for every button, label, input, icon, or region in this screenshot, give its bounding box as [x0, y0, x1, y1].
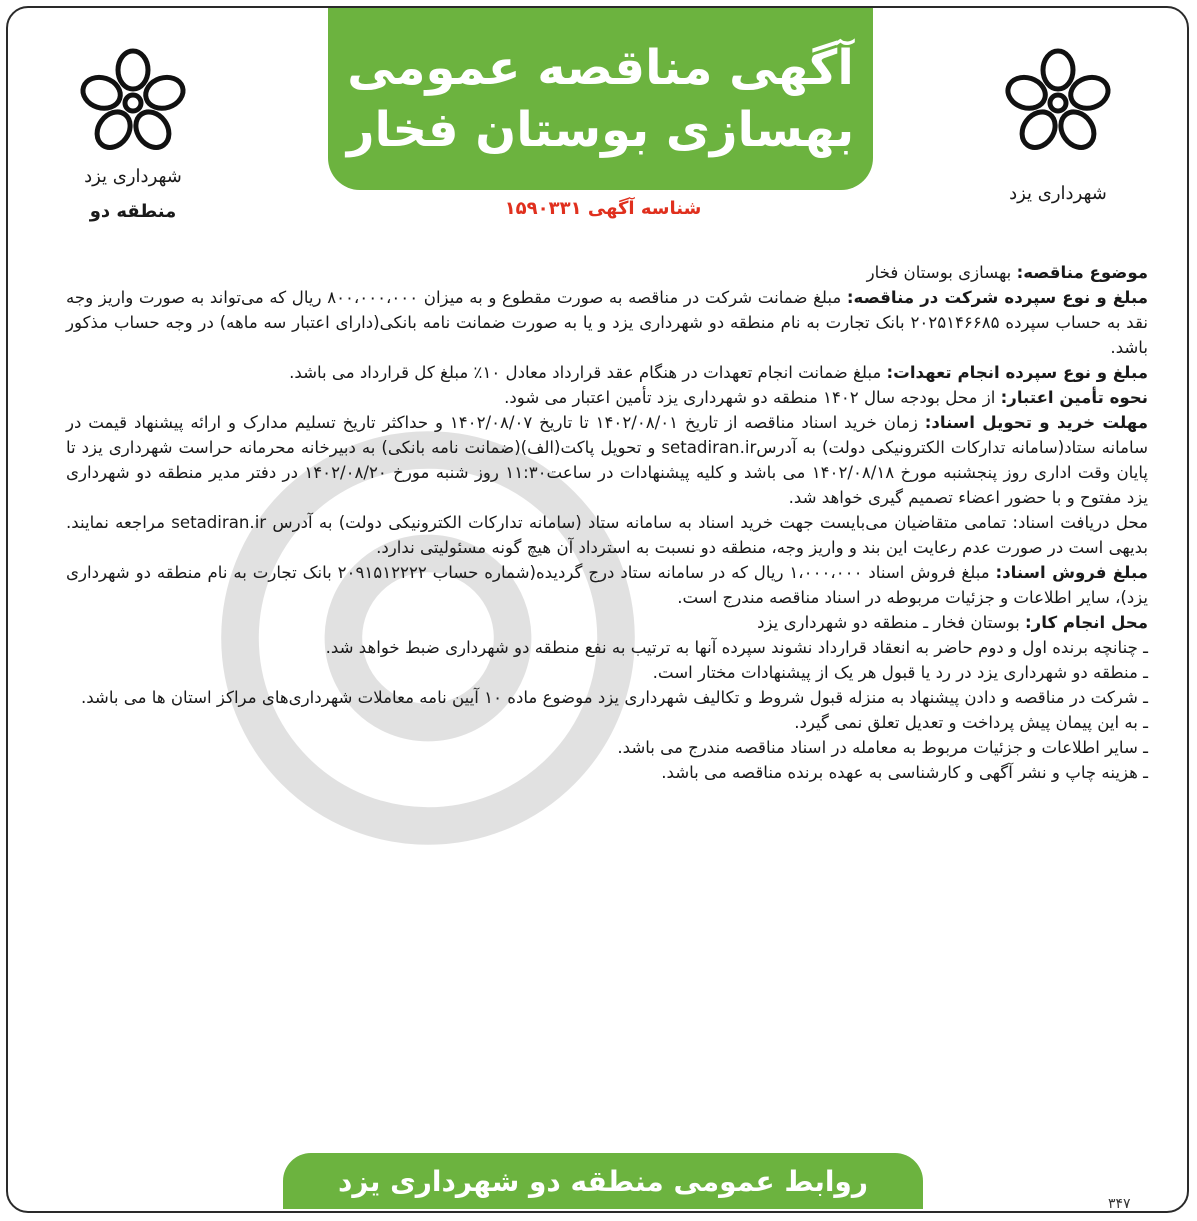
conditions-list — [66, 635, 1148, 785]
logo-script-right: شهرداری یزد — [1009, 183, 1107, 204]
logo-script-left: شهرداری یزد — [84, 166, 182, 187]
deadline-paragraph — [66, 410, 1148, 510]
receipt-text-after: مراجعه نمایند. بدیهی است در صورت عدم رعایت این بند و واریز وجه، منطقه دو نسبت به استرداد آن هیچ گونه مسئولیتی ندارد. — [66, 513, 1148, 557]
deadline-text-before: زمان خرید اسناد مناقصه از تاریخ ۱۴۰۲/۰۸/۰۱ تا تاریخ ۱۴۰۲/۰۸/۰۷ و حداکثر تاریخ تسلیم مدارک و ارائه پیشنهاد قیمت در سامانه ستاد(سامانه تدارکات الکترونیکی دولت) به آدرس — [66, 413, 1149, 457]
condition-item: ـ منطقه دو شهرداری یزد در رد یا قبول هر یک از پیشنهادات مختار است. — [652, 663, 1148, 682]
municipality-logo-left — [68, 48, 198, 248]
deadline-text-after: و تحویل پاکت(الف)(ضمانت نامه بانکی) به دبیرخانه محرمانه حراست شهرداری یزد تا پایان وقت اداری روز پنجشنبه مورخ ۱۴۰۲/۰۸/۱۸ می باشد و کلیه پیشنهادات در ساعت۱۱:۳۰ روز شنبه مورخ ۱۴۰۲/۰۸/۲۰ در دفتر مدیر منطقه دو شهرداری یزد مفتوح و با حضور اعضاء تصمیم گیری خواهد شد. — [66, 438, 1149, 507]
receipt-paragraph — [66, 510, 1148, 560]
condition-item: ـ سایر اطلاعات و جزئیات مربوط به معامله در اسناد مناقصه مندرج می باشد. — [617, 738, 1148, 757]
location-text: بوستان فخار ـ منطقه دو شهرداری یزد — [757, 613, 1026, 632]
bid-bond-label: مبلغ و نوع سپرده شرکت در مناقصه: — [846, 288, 1148, 307]
condition-item: ـ چنانچه برنده اول و دوم حاضر به انعقاد قرارداد نشوند سپرده آنها به ترتیب به نفع منطقه دو شهرداری ضبط خواهد شد. — [325, 638, 1148, 657]
receipt-text-before: محل دریافت اسناد: تمامی متقاضیان می‌بایست جهت خرید اسناد به سامانه ستاد (سامانه تدارکات الکترونیکی دولت) به آدرس — [266, 513, 1148, 532]
subject-paragraph — [66, 260, 1148, 285]
condition-item: ـ شرکت در مناقصه و دادن پیشنهاد به منزله قبول شروط و تکالیف شهرداری یزد موضوع ماده ۱۰ آیین نامه معاملات شهرداری‌های مراکز استان ها می باشد. — [80, 688, 1148, 707]
condition-item: ـ هزینه چاپ و نشر آگهی و کارشناسی به عهده برنده مناقصه می باشد. — [661, 763, 1148, 782]
logo-region-label: منطقه دو — [89, 201, 177, 222]
bid-bond-paragraph — [66, 285, 1148, 360]
page-number: ۳۴۷ — [1108, 1196, 1131, 1212]
notice-body — [66, 260, 1148, 785]
municipality-logo-right — [993, 48, 1123, 248]
title-banner — [328, 8, 873, 190]
sale-price-text: مبلغ فروش اسناد ۱،۰۰۰،۰۰۰ ریال که در سامانه ستاد درج گردیده(شماره حساب ۲۰۹۱۵۱۲۲۲۲ بانک تجارت به نام منطقه دو شهرداری یزد)، سایر اطلاعات و جزئیات مربوطه در اسناد مناقصه مندرج است. — [66, 563, 1148, 607]
location-paragraph — [66, 610, 1148, 635]
funding-text: از محل بودجه سال ۱۴۰۲ منطقه دو شهرداری یزد تأمین اعتبار می شود. — [504, 388, 1001, 407]
title-line-1: آگهی مناقصه عمومی — [347, 40, 854, 96]
condition-item: ـ به این پیمان پیش پرداخت و تعدیل تعلق نمی گیرد. — [794, 713, 1148, 732]
flower-emblem-icon — [68, 48, 198, 158]
ad-id: شناسه آگهی ۱۵۹۰۳۳۱ — [504, 198, 702, 219]
sale-price-label: مبلغ فروش اسناد: — [995, 563, 1148, 582]
performance-bond-text: مبلغ ضمانت انجام تعهدات در هنگام عقد قرارداد معادل ۱۰٪ مبلغ کل قرارداد می باشد. — [289, 363, 887, 382]
subject-label: موضوع مناقصه: — [1016, 263, 1148, 282]
deadline-url: setadiran.ir — [661, 438, 757, 457]
subject-text: بهسازی بوستان فخار — [866, 263, 1017, 282]
notice-frame — [6, 6, 1189, 1213]
deadline-label: مهلت خرید و تحویل اسناد: — [924, 413, 1148, 432]
performance-bond-paragraph — [66, 360, 1148, 385]
flower-emblem-icon — [993, 48, 1123, 158]
funding-paragraph — [66, 385, 1148, 410]
footer-banner: روابط عمومی منطقه دو شهرداری یزد — [283, 1153, 923, 1209]
receipt-url: setadiran.ir — [171, 513, 267, 532]
funding-label: نحوه تأمین اعتبار: — [1000, 388, 1148, 407]
sale-price-paragraph — [66, 560, 1148, 610]
bid-bond-text: مبلغ ضمانت شرکت در مناقصه به صورت مقطوع و به میزان ۸۰۰،۰۰۰،۰۰۰ ریال که می‌تواند به صورت واریز وجه نقد به حساب سپرده ۲۰۲۵۱۴۶۶۸۵ بانک تجارت به نام منطقه دو شهرداری یزد و یا به صورت ضمانت نامه بانکی(دارای اعتبار سه ماهه) در وجه حساب مذکور باشد. — [66, 288, 1148, 357]
performance-bond-label: مبلغ و نوع سپرده انجام تعهدات: — [886, 363, 1148, 382]
title-line-2: بهسازی بوستان فخار — [346, 102, 855, 158]
location-label: محل انجام کار: — [1025, 613, 1148, 632]
